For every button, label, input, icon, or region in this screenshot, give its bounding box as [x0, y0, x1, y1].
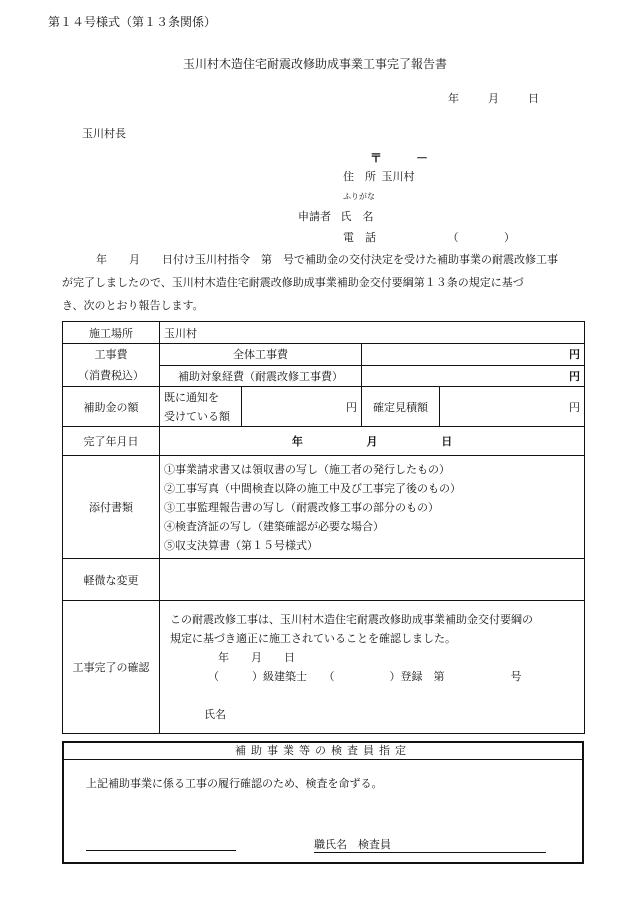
name-label: 氏 名 — [340, 210, 374, 223]
site-label: 施工場所 — [63, 322, 160, 344]
inspector-signature-label: 職氏名 検査員 — [314, 838, 391, 851]
notified-label-line-2: 受けている額 — [164, 409, 230, 423]
inspector-signature[interactable] — [314, 836, 546, 853]
postal-dash: － — [416, 151, 429, 165]
inspector-title: 補助事業等の検査員指定 — [64, 743, 582, 760]
completion-month: 月 — [366, 435, 378, 448]
report-date — [448, 90, 540, 106]
completion-date-field[interactable] — [160, 427, 585, 456]
completion-confirm-field[interactable] — [160, 601, 585, 734]
confirmed-estimate-label: 確定見積額 — [362, 387, 440, 427]
total-cost-field[interactable]: 円 — [362, 344, 585, 366]
attachment-item: ④検査済証の写し（建築確認が必要な場合） — [164, 519, 384, 533]
intro-line-1: 年 月 日付け玉川村指令 第 号で補助金の交付決定を受けた補助事業の耐震改修工事 — [96, 253, 558, 266]
intro-line-3: き、次のとおり報告します。 — [62, 299, 204, 312]
tel-row — [343, 229, 515, 245]
completion-confirm-label: 工事完了の確認 — [63, 601, 160, 734]
subsidized-cost-field[interactable]: 円 — [362, 365, 585, 387]
form-number: 第１４号様式（第１３条関係） — [48, 15, 217, 29]
subsidized-cost-label: 補助対象経費（耐震改修工事費） — [160, 365, 362, 387]
tel-label: 電 話 — [343, 231, 376, 244]
confirm-date: 年 月 日 — [218, 651, 295, 664]
completion-label: 完了年月日 — [63, 427, 160, 456]
intro-line-2: が完了しましたので、玉川村木造住宅耐震改修助成事業補助金交付要綱第１３条の規定に基づ — [62, 276, 524, 289]
confirm-name-label: 氏名 — [204, 708, 226, 721]
inspector-body: 上記補助事業に係る工事の履行確認のため、検査を命ずる。 — [86, 777, 383, 790]
subsidy-label: 補助金の額 — [63, 387, 160, 427]
attachment-item: ③工事監理報告書の写し（耐震改修工事の部分のもの） — [164, 500, 439, 514]
attachment-item: ⑤収支決算書（第１５号様式） — [164, 538, 318, 552]
inspector-box — [62, 741, 584, 864]
notified-amount-field[interactable]: 円 — [242, 387, 362, 427]
address-label: 住 所 — [343, 170, 376, 183]
document-title: 玉川村木造住宅耐震改修助成事業工事完了報告書 — [182, 57, 447, 71]
attachments-list — [160, 456, 585, 559]
tel-paren-open: （ — [447, 231, 459, 244]
report-table — [62, 321, 585, 734]
confirm-text-line-2: 規定に基づき適正に施工されていることを確認しました。 — [170, 632, 456, 645]
applicant-name-row — [298, 208, 374, 224]
architect-line: （ ）級建築士 （ ）登録 第 号 — [208, 670, 522, 683]
date-year-label: 年 — [448, 92, 460, 105]
cost-label-line-2: （消費税込） — [78, 369, 144, 382]
applicant-label: 申請者 — [298, 210, 331, 223]
attachment-item: ②工事写真（中間検査以降の施工中及び工事完了後のもの） — [164, 481, 461, 495]
addressee: 玉川村長 — [82, 127, 126, 140]
cost-label-line-1: 工事費 — [94, 348, 128, 361]
address-row — [343, 168, 415, 184]
postal-code — [370, 149, 428, 166]
notified-label-line-1: 既に通知を — [164, 390, 219, 404]
date-month-label: 月 — [488, 92, 500, 105]
tel-paren-close: ） — [504, 231, 515, 244]
total-cost-label: 全体工事費 — [160, 344, 362, 366]
site-value[interactable]: 玉川村 — [160, 322, 585, 344]
completion-day: 日 — [441, 435, 453, 448]
confirm-text-line-1: この耐震改修工事は、玉川村木造住宅耐震改修助成事業補助金交付要綱の — [170, 613, 533, 626]
cost-label — [63, 344, 160, 387]
attachment-item: ①事業請求書又は領収書の写し（施工者の発行したもの） — [164, 462, 450, 476]
notified-label — [160, 387, 242, 427]
postal-mark: 〒 — [370, 151, 383, 165]
minor-change-label: 軽微な変更 — [63, 559, 160, 601]
intro-paragraph — [62, 248, 597, 317]
attachments-label: 添付書類 — [63, 456, 160, 559]
signature-line[interactable] — [86, 850, 236, 851]
date-day-label: 日 — [528, 92, 540, 105]
furigana-label: ふりがな — [343, 192, 375, 201]
completion-year: 年 — [291, 435, 303, 448]
minor-change-field[interactable] — [160, 559, 585, 601]
confirmed-estimate-field[interactable]: 円 — [440, 387, 585, 427]
address-value: 玉川村 — [381, 170, 415, 183]
